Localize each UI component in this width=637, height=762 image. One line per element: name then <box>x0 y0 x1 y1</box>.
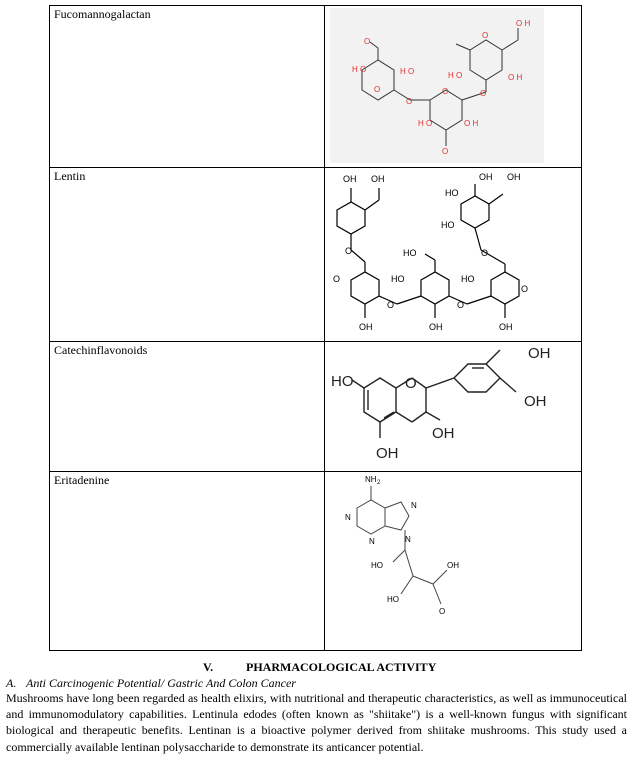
svg-text:OH: OH <box>371 174 385 184</box>
svg-text:O: O <box>364 37 371 46</box>
svg-text:OH: OH <box>499 322 513 332</box>
svg-text:O: O <box>333 274 341 284</box>
svg-text:O H: O H <box>508 73 523 82</box>
svg-text:OH: OH <box>528 345 551 362</box>
table-row <box>50 472 582 651</box>
svg-text:2: 2 <box>377 480 381 486</box>
table-row <box>50 6 582 168</box>
fucomannogalactan-structure <box>330 8 544 163</box>
svg-text:O: O <box>481 248 489 258</box>
svg-text:O: O <box>521 284 529 294</box>
table-row <box>50 168 582 342</box>
svg-text:OH: OH <box>376 445 399 462</box>
svg-text:N: N <box>411 501 417 510</box>
svg-text:H O: H O <box>400 67 415 76</box>
svg-text:NH: NH <box>365 475 377 484</box>
structure-cell <box>325 168 582 342</box>
svg-text:HO: HO <box>403 248 417 258</box>
svg-text:O: O <box>406 97 413 106</box>
svg-text:O H: O H <box>516 19 531 28</box>
svg-text:OH: OH <box>507 172 521 182</box>
svg-text:H O: H O <box>352 65 367 74</box>
svg-text:O: O <box>457 300 465 310</box>
svg-text:HO: HO <box>441 220 455 230</box>
table-row <box>50 342 582 472</box>
compound-name: Eritadenine <box>50 472 325 651</box>
subsection-heading <box>6 676 296 691</box>
svg-text:H O: H O <box>448 71 463 80</box>
structure-cell <box>325 6 582 168</box>
svg-text:OH: OH <box>479 172 493 182</box>
svg-text:N: N <box>345 513 351 522</box>
svg-text:HO: HO <box>391 274 405 284</box>
svg-text:OH: OH <box>447 561 459 570</box>
svg-text:HO: HO <box>331 373 354 390</box>
svg-text:O: O <box>405 375 417 392</box>
svg-text:N: N <box>405 535 411 544</box>
svg-text:O: O <box>387 300 395 310</box>
svg-text:O: O <box>345 246 353 256</box>
svg-text:HO: HO <box>445 188 459 198</box>
svg-text:HO: HO <box>387 595 399 604</box>
catechin-structure <box>328 342 568 466</box>
svg-text:O: O <box>374 85 381 94</box>
svg-text:O: O <box>480 89 487 98</box>
svg-text:H O: H O <box>418 119 433 128</box>
section-title: PHARMACOLOGICAL ACTIVITY <box>246 660 437 674</box>
compound-name: Fucomannogalactan <box>50 6 325 168</box>
svg-text:OH: OH <box>343 174 357 184</box>
svg-text:O: O <box>439 607 446 616</box>
svg-text:OH: OH <box>359 322 373 332</box>
section-number: V. <box>203 660 214 674</box>
subsection-title: Anti Carcinogenic Potential/ Gastric And Colon Cancer <box>26 676 296 690</box>
svg-text:O: O <box>442 87 449 96</box>
svg-text:OH: OH <box>524 393 547 410</box>
svg-text:OH: OH <box>429 322 443 332</box>
compound-name: Catechinflavonoids <box>50 342 325 472</box>
svg-text:O: O <box>482 31 489 40</box>
structure-cell <box>325 472 582 651</box>
compound-table <box>49 5 582 651</box>
subsection-letter: A. <box>6 676 17 690</box>
svg-text:HO: HO <box>371 561 383 570</box>
svg-text:N: N <box>369 537 375 546</box>
svg-text:O H: O H <box>464 119 479 128</box>
compound-name: Lentin <box>50 168 325 342</box>
structure-cell <box>325 342 582 472</box>
svg-text:HO: HO <box>461 274 475 284</box>
eritadenine-structure <box>343 472 483 642</box>
lentin-structure <box>331 170 531 336</box>
svg-text:OH: OH <box>432 425 455 442</box>
svg-text:O: O <box>442 147 449 156</box>
body-paragraph: Mushrooms have long been regarded as health elixirs, with nutritional and therapeutic characteristics, as well as immunoceutical and immunomodulatory capabilities. Lentinula edodes (often known as "shiitake") is a well-known fungus with significant biological and therapeutic benefits. Lentinan is a bioactive polymer derived from shiitake mushrooms. This study used a commercially available lentinan polysaccharide to demonstrate its anticancer potential. <box>6 691 627 754</box>
